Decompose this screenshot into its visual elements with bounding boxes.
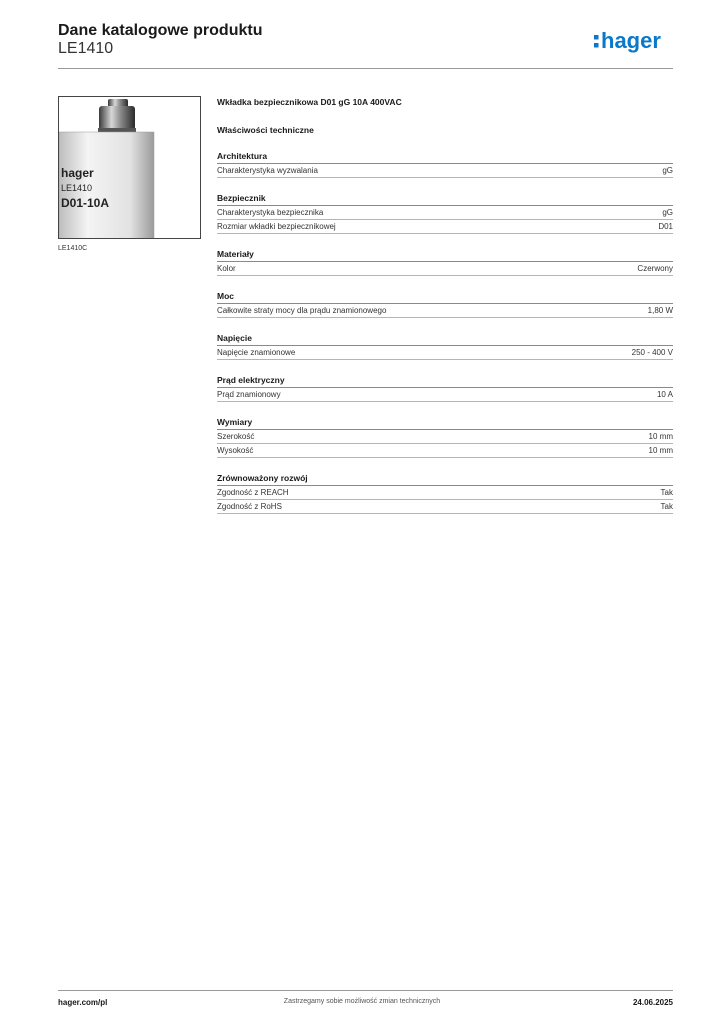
product-code: LE1410	[58, 40, 114, 57]
footer-website-link[interactable]: hager.com/pl	[58, 998, 108, 1007]
spec-value: D01	[658, 222, 673, 231]
spec-group-wymiary	[217, 416, 673, 458]
spec-group-materialy	[217, 248, 673, 276]
spec-value: gG	[662, 208, 673, 217]
group-title: Prąd elektryczny	[217, 374, 673, 388]
spec-value: Tak	[660, 488, 673, 497]
spec-row	[217, 262, 673, 276]
spec-value: Tak	[660, 502, 673, 511]
spec-group-prad	[217, 374, 673, 402]
spec-row	[217, 430, 673, 444]
spec-label: Zgodność z REACH	[217, 488, 289, 497]
logo-dot-bottom	[594, 43, 599, 48]
spec-group-bezpiecznik	[217, 192, 673, 234]
spec-label: Kolor	[217, 264, 236, 273]
spec-value: Czerwony	[637, 264, 673, 273]
spec-value: 250 - 400 V	[631, 348, 673, 357]
spec-row	[217, 444, 673, 458]
hager-logo	[593, 26, 675, 56]
logo-text: hager	[601, 28, 661, 53]
product-name: Wkładka bezpiecznikowa D01 gG 10A 400VAC	[217, 97, 402, 107]
fuse-label-code: LE1410	[61, 183, 93, 193]
group-title: Wymiary	[217, 416, 673, 430]
page-title: Dane katalogowe produktu	[58, 22, 263, 39]
spec-content	[217, 96, 673, 514]
fuse-label-rating: D01-10A	[61, 196, 110, 210]
group-title: Napięcie	[217, 332, 673, 346]
spec-label: Charakterystyka bezpiecznika	[217, 208, 324, 217]
spec-value: 10 mm	[648, 446, 673, 455]
spec-label: Charakterystyka wyzwalania	[217, 166, 318, 175]
footer-divider	[58, 990, 673, 991]
spec-row	[217, 220, 673, 234]
spec-row	[217, 388, 673, 402]
spec-label: Napięcie znamionowe	[217, 348, 296, 357]
fuse-cap	[99, 106, 135, 130]
spec-row	[217, 346, 673, 360]
group-title: Bezpiecznik	[217, 192, 673, 206]
header-divider	[58, 68, 673, 69]
fuse-illustration	[59, 97, 200, 238]
spec-value: 10 A	[656, 390, 673, 399]
spec-group-napiecie	[217, 332, 673, 360]
product-image	[58, 96, 201, 239]
spec-group-zrownowazony-rozwoj	[217, 472, 673, 514]
spec-row	[217, 304, 673, 318]
spec-label: Rozmiar wkładki bezpiecznikowej	[217, 222, 336, 231]
footer-disclaimer: Zastrzegamy sobie możliwość zmian technicznych	[283, 998, 441, 1005]
section-heading: Właściwości techniczne	[217, 125, 314, 135]
spec-label: Prąd znamionowy	[217, 390, 281, 399]
image-caption: LE1410C	[58, 245, 88, 252]
footer-date: 24.06.2025	[632, 998, 673, 1007]
spec-row	[217, 164, 673, 178]
spec-group-moc	[217, 290, 673, 318]
spec-label: Wysokość	[217, 446, 254, 455]
spec-label: Zgodność z RoHS	[217, 502, 282, 511]
spec-value: 1,80 W	[647, 306, 673, 315]
spec-row	[217, 206, 673, 220]
spec-label: Całkowite straty mocy dla prądu znamionowego	[217, 306, 387, 315]
group-title: Zrównoważony rozwój	[217, 472, 673, 486]
group-title: Architektura	[217, 150, 673, 164]
spec-group-architektura	[217, 150, 673, 178]
logo-dot-top	[594, 35, 599, 40]
spec-label: Szerokość	[217, 432, 255, 441]
fuse-label-brand: hager	[61, 166, 94, 180]
spec-row	[217, 486, 673, 500]
spec-row	[217, 500, 673, 514]
spec-value: gG	[662, 166, 673, 175]
spec-value: 10 mm	[648, 432, 673, 441]
group-title: Materiały	[217, 248, 673, 262]
group-title: Moc	[217, 290, 673, 304]
